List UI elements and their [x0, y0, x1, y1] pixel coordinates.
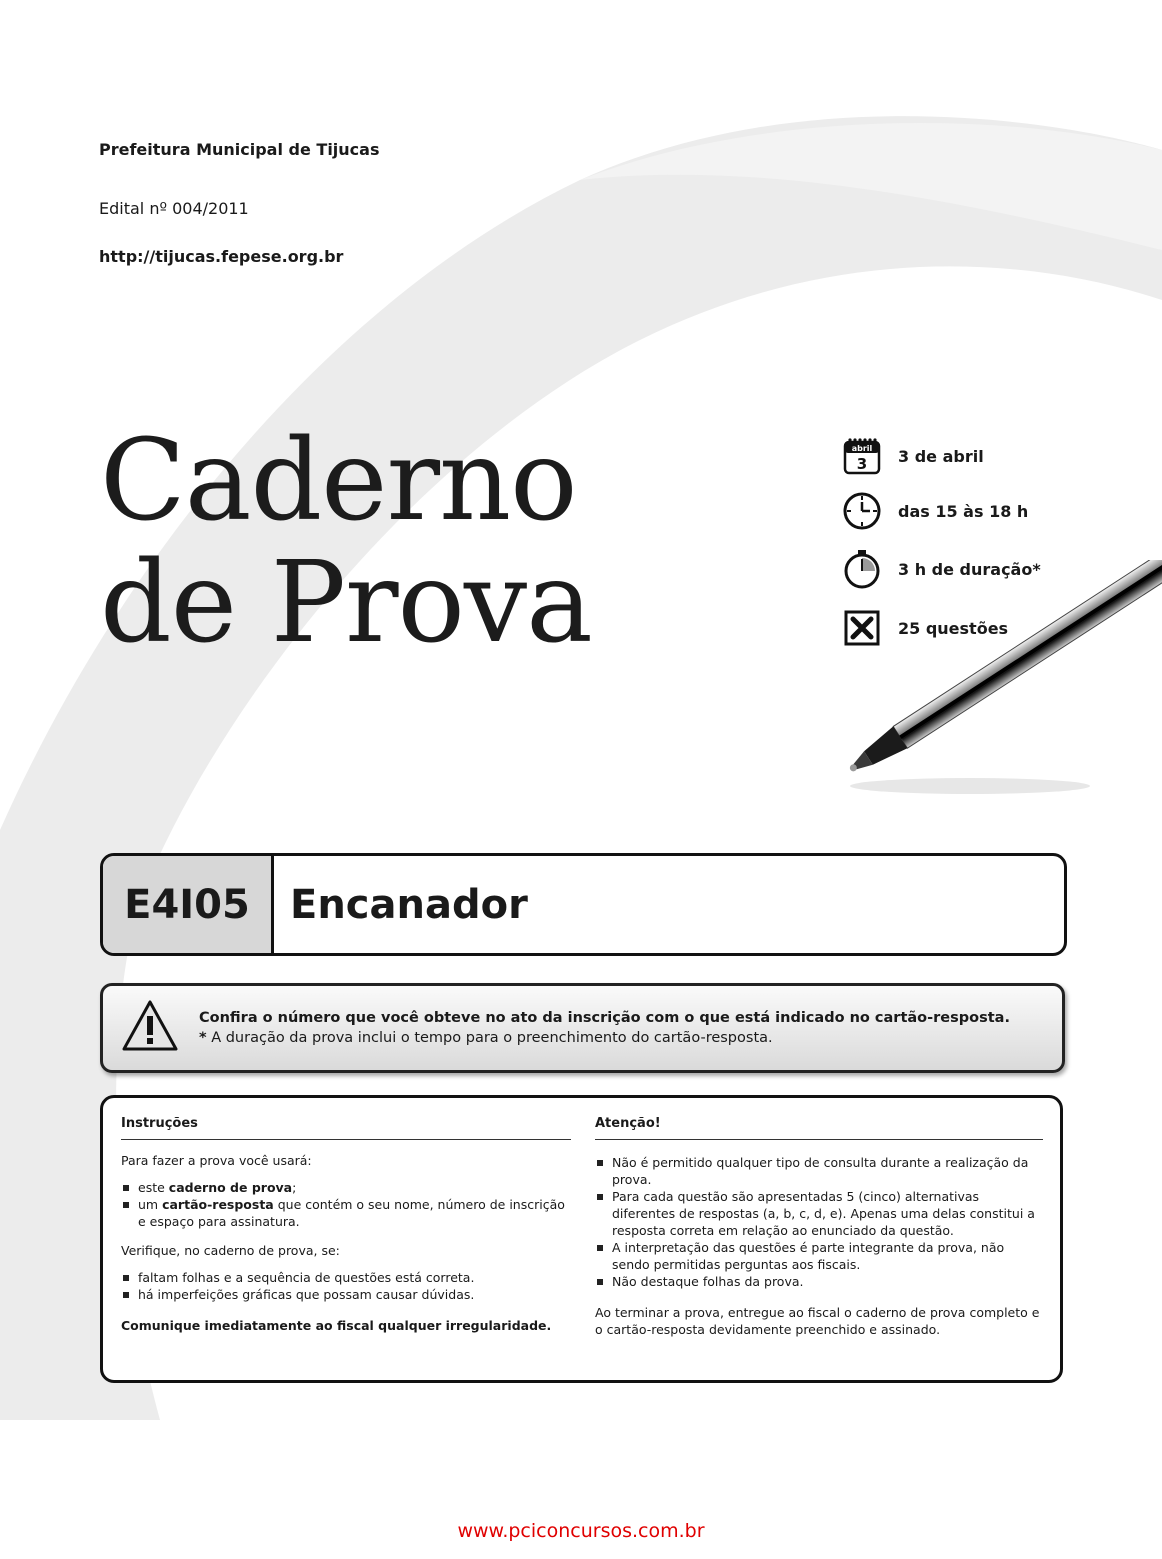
list-item: Não destaque folhas da prova.: [595, 1273, 1043, 1290]
calendar-icon: [842, 436, 882, 476]
warning-line-2-text: A duração da prova inclui o tempo para o preenchimento do cartão-resposta.: [206, 1030, 773, 1046]
item-text: ;: [292, 1180, 297, 1195]
instructions-heading: Instruções: [121, 1116, 571, 1140]
checkbox-x-icon: [842, 608, 882, 648]
exam-time: das 15 às 18 h: [898, 501, 1029, 521]
item-text: que contém o seu nome, número de inscrição e espaço para assinatura.: [138, 1197, 565, 1229]
edital-number: Edital nº 004/2011: [99, 199, 249, 218]
attention-heading: Atenção!: [595, 1116, 1043, 1140]
page-title: [100, 416, 592, 668]
warning-line-1: Confira o número que você obteve no ato da inscrição com o que está indicado no cartão-resposta.: [199, 1010, 1010, 1026]
position-box: [100, 853, 1067, 956]
organization-name: Prefeitura Municipal de Tijucas: [99, 140, 380, 159]
warning-box: [100, 983, 1065, 1073]
list-item: A interpretação das questões é parte integrante da prova, não sendo permitidas perguntas aos fiscais.: [595, 1239, 1043, 1273]
exam-date: 3 de abril: [898, 446, 984, 466]
item-bold: caderno de prova: [168, 1180, 293, 1195]
clock-icon: [842, 491, 882, 531]
list-item: Para cada questão são apresentadas 5 (cinco) alternativas diferentes de respostas (a, b, c, d, e). Apenas uma delas constitui a resposta correta em relação ao enunciado da questão.: [595, 1188, 1043, 1239]
warning-text: [199, 1010, 1010, 1046]
warning-asterisk: *: [199, 1030, 207, 1046]
attention-list: [595, 1154, 1043, 1290]
list-item: há imperfeições gráficas que possam causar dúvidas.: [121, 1286, 571, 1303]
instructions-intro: Para fazer a prova você usará:: [121, 1153, 312, 1168]
verify-text: Verifique, no caderno de prova, se:: [121, 1243, 340, 1258]
stopwatch-icon: [842, 549, 882, 589]
info-date: [842, 436, 984, 476]
warning-line-2: [199, 1030, 1010, 1046]
title-line-1: Caderno: [100, 416, 577, 546]
item-text: este: [138, 1180, 169, 1195]
info-time: [842, 491, 1028, 531]
question-count: 25 questões: [898, 618, 1009, 638]
position-code: E4I05: [103, 856, 274, 953]
pen-image: [830, 560, 1162, 800]
exam-duration: 3 h de duração*: [898, 559, 1041, 579]
warning-icon: [121, 999, 181, 1057]
list-item: Não é permitido qualquer tipo de consulta durante a realização da prova.: [595, 1154, 1043, 1188]
footer-site-link[interactable]: www.pciconcursos.com.br: [457, 1520, 705, 1542]
instructions-closing: Comunique imediatamente ao fiscal qualquer irregularidade.: [121, 1318, 552, 1333]
list-item: faltam folhas e a sequência de questões está correta.: [121, 1269, 571, 1286]
item-bold: cartão-resposta: [162, 1197, 274, 1212]
info-questions: [842, 608, 1008, 648]
item-text: um: [138, 1197, 163, 1212]
info-duration: [842, 549, 1041, 589]
list-item: [121, 1179, 571, 1196]
attention-column: [595, 1098, 1043, 1380]
attention-closing: Ao terminar a prova, entregue ao fiscal o caderno de prova completo e o cartão-resposta devidamente preenchido e assinado.: [595, 1305, 1040, 1337]
calendar-month: abril: [851, 444, 873, 453]
title-line-2: de Prova: [100, 538, 592, 668]
checks-list: [121, 1269, 571, 1303]
instructions-box: [100, 1095, 1063, 1383]
website-url[interactable]: http://tijucas.fepese.org.br: [99, 247, 344, 266]
calendar-day: 3: [856, 455, 868, 473]
instructions-column: [121, 1098, 571, 1380]
list-item: [121, 1196, 571, 1230]
position-name: Encanador: [290, 881, 528, 928]
materials-list: [121, 1179, 571, 1230]
